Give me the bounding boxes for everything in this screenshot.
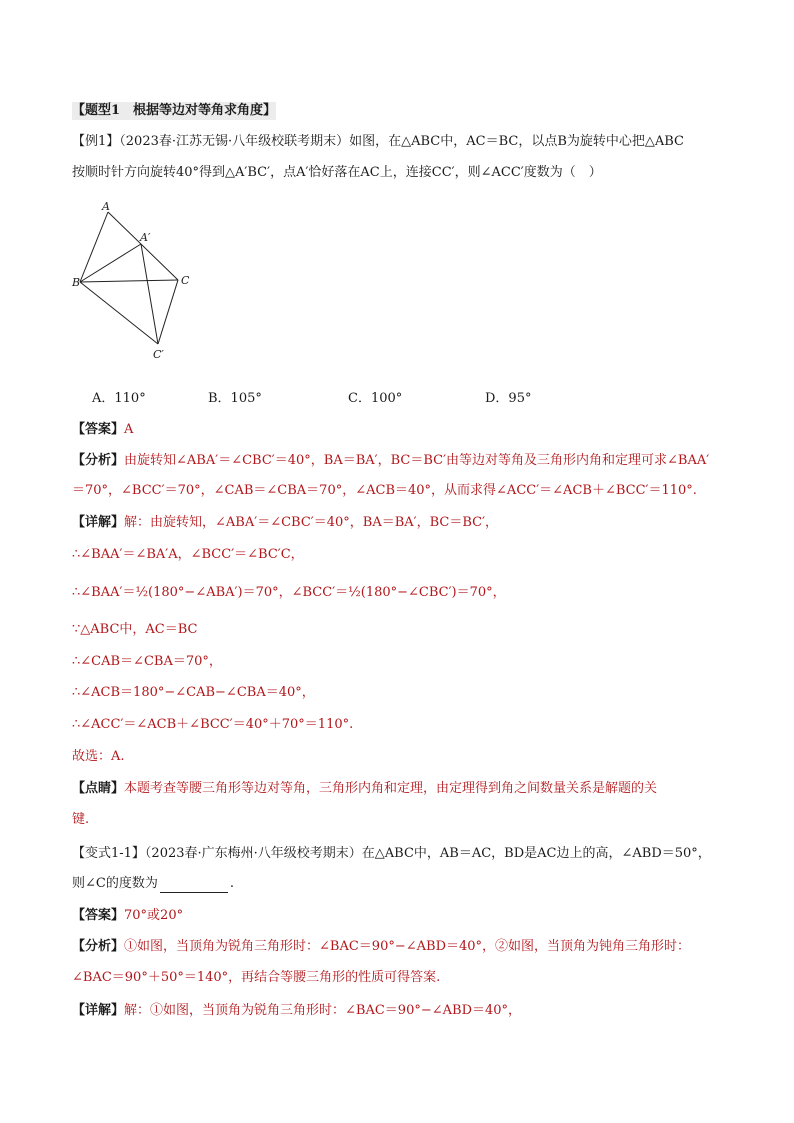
segment-A-prime-C-prime [141, 244, 158, 344]
variant1-analysis-line1 [72, 938, 732, 956]
variant1-question-line1: 【变式1-1】（2023春·广东梅州·八年级校考期末）在△ABC中，AB＝AC，BD是AC边上的高，∠ABD＝50°， [72, 846, 711, 861]
example1-analysis-line2: ＝70°，∠BCC′＝70°，∠CAB＝∠CBA＝70°，∠ACB＝40°，从而求得∠ACC′＝∠ACB＋∠BCC′＝110°. [72, 483, 697, 498]
example1-detail-line1 [72, 514, 732, 532]
comment-tag: 【点睛】 [72, 781, 125, 796]
choice-d: D．95° [485, 391, 532, 406]
solution-step: ∴∠CAB＝∠CBA＝70°， [72, 654, 222, 669]
variant1-answer [72, 907, 732, 925]
example1-answer [72, 421, 732, 439]
solution-step: ∴∠ACB＝180°−∠CAB−∠CBA＝40°， [72, 685, 315, 700]
solution-step: ∴∠ACC′＝∠ACB＋∠BCC′＝40°＋70°＝110°. [72, 717, 354, 732]
detail-text: 解：①如图，当顶角为锐角三角形时：∠BAC＝90°−∠ABD＝40°， [124, 1003, 522, 1018]
choice-c: C．100° [348, 391, 403, 406]
variant1-question-suffix: . [229, 876, 234, 891]
detail-tag: 【详解】 [72, 1003, 125, 1018]
triangle-diagram [68, 198, 198, 368]
rotation-figure [68, 198, 198, 368]
segment-BA-prime [80, 244, 141, 282]
segment-BC-prime [80, 282, 158, 344]
answer-value: A [124, 422, 134, 437]
segment-BC [80, 280, 178, 282]
solution-step: 故选：A. [72, 749, 125, 764]
variant1-analysis-line2: ∠BAC＝90°＋50°＝140°，再结合等腰三角形的性质可得答案. [72, 970, 441, 985]
analysis-text: 由旋转知∠ABA′＝∠CBC′＝40°，BA＝BA′，BC＝BC′由等边对等角及三角形内角和定理可求∠BAA′ [124, 453, 710, 468]
label-B: B [72, 276, 81, 289]
solution-step: ∴∠BAA′＝∠BA′A，∠BCC′＝∠BC′C， [72, 547, 304, 562]
detail-text: 解：由旋转知，∠ABA′＝∠CBC′＝40°，BA＝BA′，BC＝BC′， [124, 515, 499, 530]
segment-AC [108, 212, 178, 280]
label-A-prime: A′ [140, 231, 151, 244]
solution-step: ∴∠BAA′＝½(180°−∠ABA′)＝70°，∠BCC′＝½(180°−∠CBC′)＝70°， [72, 585, 506, 600]
answer-tag: 【答案】 [72, 422, 125, 437]
variant1-question-prefix: 则∠C的度数为 [72, 876, 158, 891]
segment-CC-prime [158, 280, 178, 344]
variant1-detail-line1 [72, 1002, 732, 1020]
analysis-tag: 【分析】 [72, 453, 125, 468]
detail-tag: 【详解】 [72, 515, 125, 530]
example1-question-line1: 【例1】（2023春·江苏无锡·八年级校联考期末）如图，在△ABC中，AC＝BC，以点B为旋转中心把△ABC [72, 134, 685, 149]
section-heading: 【题型1 根据等边对等角求角度】 [72, 103, 277, 118]
label-C-prime: C′ [153, 348, 164, 361]
comment-text: 本题考查等腰三角形等边对等角，三角形内角和定理，由定理得到角之间数量关系是解题的关 [124, 781, 658, 796]
answer-value: 70°或20° [124, 908, 184, 923]
variant1-question-line2 [72, 875, 732, 893]
example1-comment-line1 [72, 780, 732, 798]
choice-a: A．110° [92, 391, 146, 406]
example1-question-line2: 按顺时针方向旋转40°得到△A′BC′，点A′恰好落在AC上，连接CC′，则∠ACC′度数为（ ） [72, 165, 602, 180]
label-C: C [181, 274, 190, 287]
analysis-tag: 【分析】 [72, 939, 125, 954]
choice-b: B．105° [208, 391, 262, 406]
label-A: A [102, 200, 110, 213]
solution-step: ∵△ABC中，AC＝BC [72, 622, 198, 637]
analysis-text: ①如图，当顶角为锐角三角形时：∠BAC＝90°−∠ABD＝40°，②如图，当顶角为钝角三角形时： [124, 939, 691, 954]
answer-blank [160, 879, 228, 893]
example1-analysis-line1 [72, 452, 732, 470]
example1-comment-line2: 键. [72, 812, 90, 827]
segment-BA [80, 212, 108, 282]
answer-tag: 【答案】 [72, 908, 125, 923]
